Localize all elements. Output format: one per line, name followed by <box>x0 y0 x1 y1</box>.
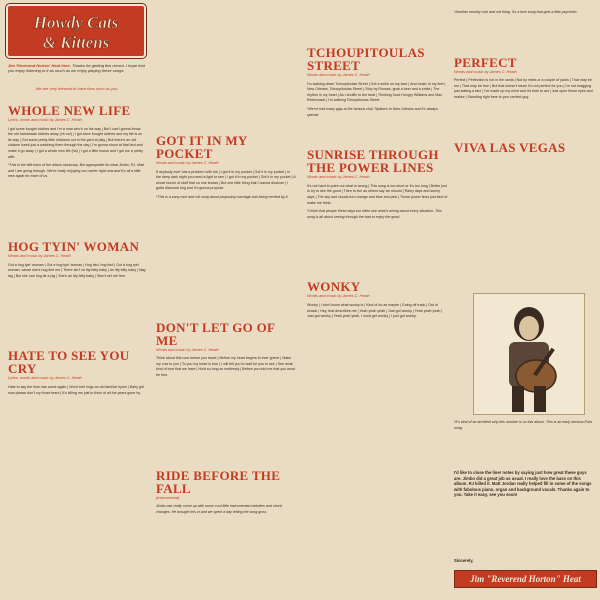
song-title: WONKY <box>307 279 361 295</box>
song-lyrics: Got a hog tyin' woman | Got a hog tyin' woman | Hog tied, hog tied | Got a hog tyin' woman, cause she's hog tied me | There ain't no itty bitty baby | An itty bitty baby | Nag lag | But she can hog tie a pig | She's an itty bitty baby | Won't set me free. <box>8 262 146 278</box>
howdy-cats-logo <box>6 4 146 58</box>
song-title: PERFECT <box>454 54 517 70</box>
song-lyrics: Hate to say the time has come again | Won't bell rings an old familiar hymn | Baby girl now please don't cry those tears | It's killing me just to think of all the years gone by. <box>8 384 144 395</box>
song-lyrics: Jimbo can really come up with some cool little instrumental melodies and chord changes. He brought this in and we spent a day letting the song grow. <box>156 504 282 514</box>
song-title: WHOLE NEW LIFE <box>8 103 131 118</box>
song-lyrics: Think about this now before you leave | Before my heart begins to ever grieve | Make my vow to you | To you my heart is true | I will tell you to wait for you to see | See what kind of love that we have | Hold so long so endlessly | Before you told me that you must be free. <box>156 356 295 377</box>
song-lyrics: I got some bought clothes and I'm a man who's on his way | But I can't gonna throw the old handmade clothes away (oh no!) | I got store bought clothes and my life is on its way | Got some pretty little chickens out in the yard at play | But there's an old chicken hawk just a watching them through the day | I'm gonna shoot at that bird and make it go away | I got a whole new life (ha) | I got a little house and I got me a pretty wife. <box>8 126 143 159</box>
song-note: *This is a zany rock and roll song about proposing marriage and being excited by it. <box>156 194 289 199</box>
logo-lettering-icon <box>10 8 142 54</box>
song-note: *Another novelty rock and roll thing. It's a love song that gets a little psychotic. <box>454 10 578 14</box>
song-credit: Words and music by James C. Heath <box>156 161 219 165</box>
elvis-guitar-illustration-icon <box>473 293 585 415</box>
song-title: HATE TO SEE YOU CRY <box>8 348 130 377</box>
column-2 <box>156 60 296 600</box>
intro-body: Thanks for getting this record. I hope that you enjoy listening to it as much as we enjoy playing these songs. <box>8 63 145 74</box>
closing-thanks: I'd like to close the liner notes by saying just how great these guys are. Jimbo did a great job as usual. I really love the bass on this album. RJ killed it. Matt Jordan really helped fill in some of the songs with fabulous piano, organ and background vocals. Thanks again to you. Take it easy, see you soon! <box>454 470 592 498</box>
closing-sincerely: Sincerely, <box>454 558 474 563</box>
intro-tagline: We are very blessed to have fans such as you. <box>35 86 119 91</box>
song-note: *I think that people these days too often see what's wrong about every situation. This song is all about seeing through the bad to enjoy the good. <box>307 209 442 219</box>
column-4 <box>454 0 595 290</box>
song-title: GOT IT IN MY POCKET <box>156 133 248 161</box>
song-title: SUNRISE THROUGH THE POWER LINES <box>307 147 439 176</box>
song-credit: Lyrics, words and music by James C. Heath <box>8 376 82 381</box>
column-1 <box>8 100 146 600</box>
song-lyrics: I'm walking down Tchoupitoulas Street | Got a smile on my face | And music in my feet | New Orleans, Tchoupitoulas Street | Stop by Rouses, grab a beer and a smile | The rhythm in my heart | As I shuffle to the beat | Thinking 'bout Hungry Williams and Mac Rebennack | I'm walking Tchoupitoulas Street. <box>307 81 446 103</box>
svg-text:& Kittens: & Kittens <box>42 33 110 52</box>
song-lyrics: It's not hard to point out what is wrong | This song is too short or it's too long | Better just to try to see the good | Then to live as others say we should | Rainy days and sunny days | The sky and clouds turn orange and blue and pink | Those power lines just kind of make me think. <box>307 183 448 205</box>
song-credit: Words and music by James C. Heath <box>307 175 370 180</box>
intro-text <box>8 63 146 74</box>
song-credit: Words and music by James C. Heath <box>156 347 219 352</box>
song-title: DON'T LET GO OF ME <box>156 319 275 348</box>
song-credit: Words and music by James C. Heath <box>307 294 370 299</box>
song-credit: Lyrics, words and music by James C. Heath <box>8 118 82 122</box>
song-lyrics: Perfect | Perfection is not in the cards | Not by miles or a couple of yards | That may be me | That may be true | But that doesn't mean I'm not perfect for you | I'm not bragging just stating a fact | I've made up my mind and it's time to act | Just open those eyes and realize | Standing right here is your perfect guy. <box>454 78 593 99</box>
song-credit: (Instrumental) <box>156 495 180 500</box>
intro-lead: Jim 'Reverend Horton' Heat here. <box>8 63 71 68</box>
song-lyrics: If anybody ever has a problem with me | I got it in my pocket | Got it in my pocket | In the deep dark night you need a light to see | I got it in my pocket | Got it in my pocket | A whole bunch of stuff that no one knows | But one little thing that I wanna disclose | I gotta diamond ring and I'm gonna propose. <box>156 169 296 191</box>
song-title: RIDE BEFORE THE FALL <box>156 467 281 496</box>
song-note: *It's kind of an accident why this number is on this album. This is an early obvious Elvis song. <box>454 420 593 430</box>
viva-note-block <box>454 420 595 465</box>
song-title: HOG TYIN' WOMAN <box>8 238 140 254</box>
song-note: *This is the title track of the album obviously. But appropriate for what Jimbo, RJ, Matt and I are going through. We're really enjoying our career right now and it's all a little new again for each of us. <box>8 163 144 179</box>
song-title: VIVA LAS VEGAS <box>454 139 566 155</box>
song-credit: Words and music by James C. Heath <box>8 253 71 258</box>
song-credit: Words and music by James C. Heath <box>454 69 517 74</box>
song-note: *We've had many gigs at the famous club Tipitina's in New Orleans and it's always special. <box>307 106 438 117</box>
svg-text:Howdy Cats: Howdy Cats <box>33 13 119 32</box>
song-title: TCHOUPITOULAS STREET <box>307 45 425 73</box>
signature-banner: Jim "Reverend Horton" Heat <box>454 570 597 588</box>
column-3 <box>307 0 448 600</box>
song-credit: Words and music by James C. Heath <box>307 73 370 77</box>
song-lyrics: Wonky | I don't know what wonky is | Kind of do as maybe | Going off track | Out of whack | Hey, that describes me | Yeah yeah yeah | Just got wonky | Yeah yeah yeah | Just got wonky | Yeah yeah yeah, I must get wonky | I just got wonky. <box>307 302 443 319</box>
